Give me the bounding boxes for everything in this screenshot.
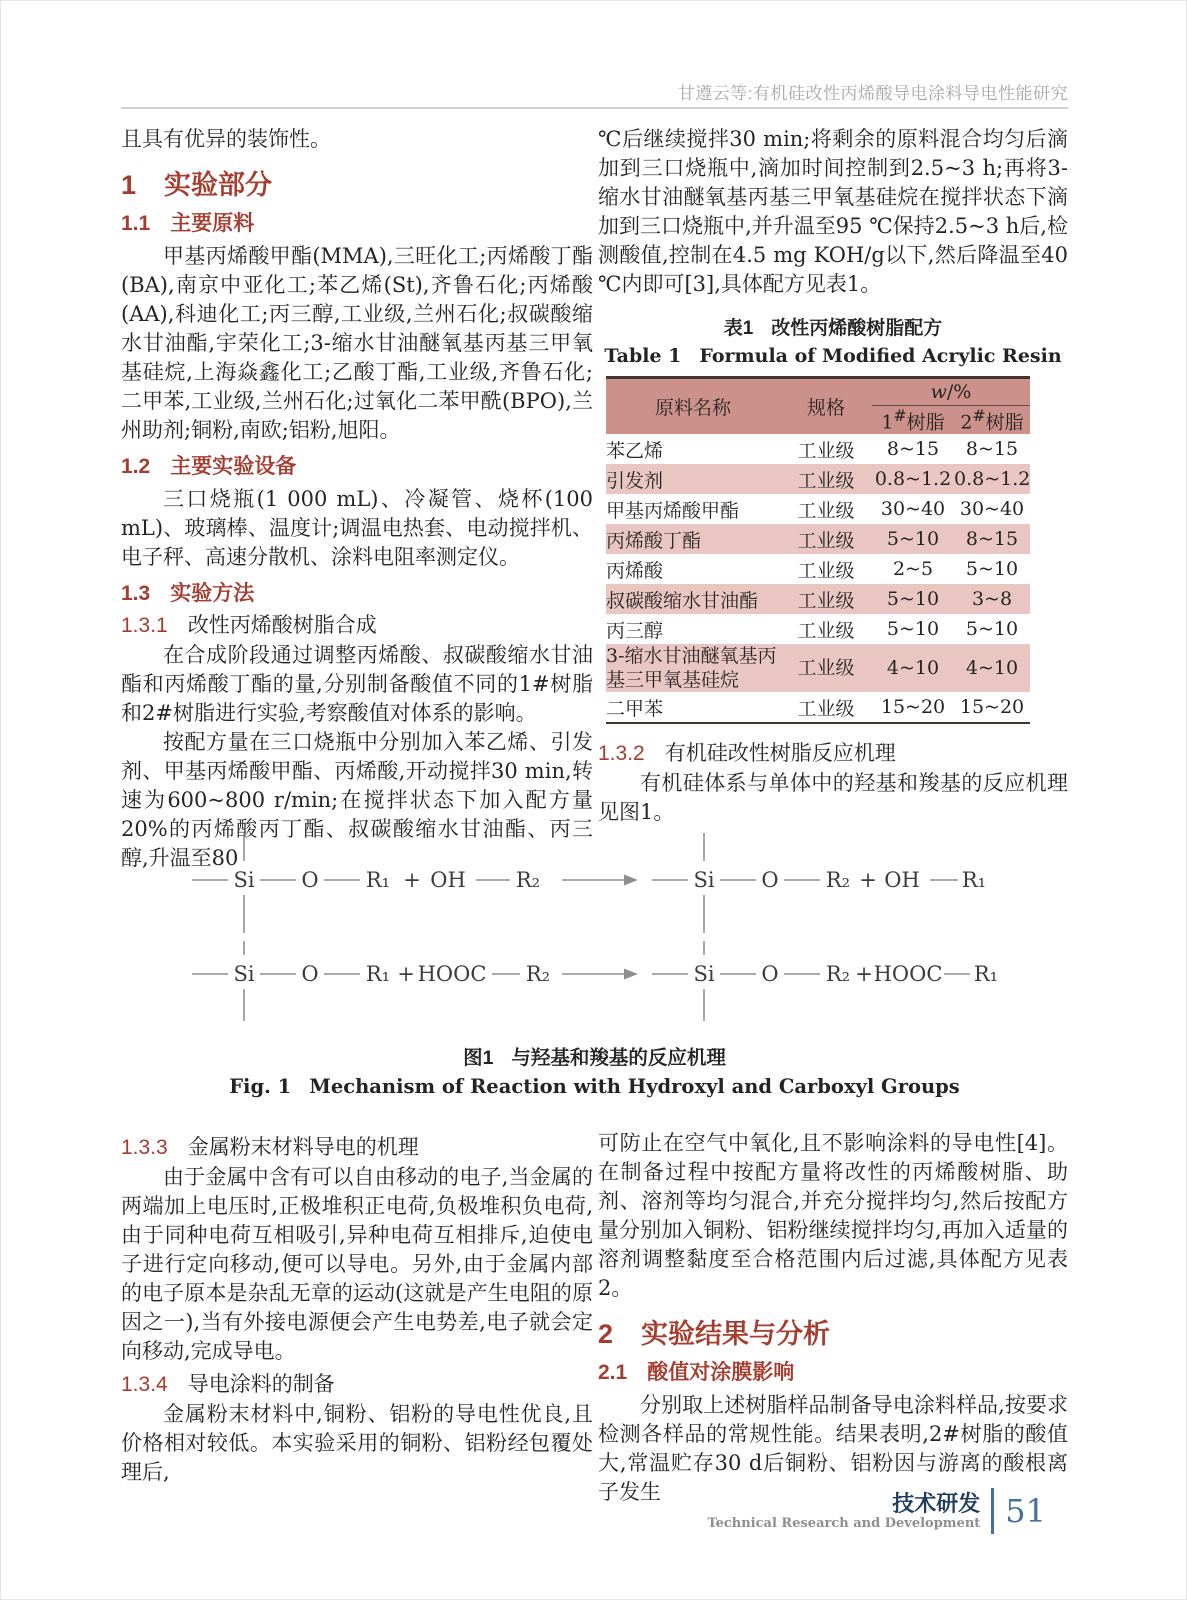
- table-1-caption-en: Table 1 Formula of Modified Acrylic Resin: [604, 345, 1062, 367]
- footer-section-cn: 技术研发: [892, 1490, 981, 1516]
- col-header-w: w/%: [872, 378, 1030, 406]
- left-column-bottom: [121, 1129, 593, 1487]
- paragraph-mechanism-intro: 有机硅体系与单体中的羟基和羧基的反应机理见图1。: [598, 771, 1068, 825]
- svg-text:+: +: [858, 868, 877, 892]
- right-column-top: [598, 125, 1068, 827]
- svg-text:Si: Si: [692, 868, 715, 892]
- section-1-2-heading: 1.2 主要实验设备: [121, 455, 297, 478]
- svg-text:+: +: [854, 962, 873, 986]
- arrow-head-icon: [624, 969, 638, 980]
- section-1-heading: 1 实验部分: [121, 170, 273, 200]
- paragraph-coating-prep: 金属粉末材料中,铜粉、铝粉的导电性优良,且价格相对较低。本实验采用的铜粉、铝粉经包覆处理后,: [121, 1402, 593, 1484]
- svg-text:R₂: R₂: [825, 962, 850, 986]
- table-row: 3-缩水甘油醚氧基丙基三甲氧基硅烷 工业级 4~10 4~10: [606, 644, 1030, 692]
- table-row: 引发剂 工业级 0.8~1.2 0.8~1.2: [606, 464, 1030, 494]
- svg-text:R₁: R₁: [365, 868, 390, 892]
- svg-text:R₁: R₁: [973, 962, 998, 986]
- svg-text:O: O: [300, 962, 319, 986]
- svg-text:O: O: [760, 868, 779, 892]
- section-1-3-3-heading: 1.3.3 金属粉末材料导电的机理: [121, 1135, 419, 1159]
- footer-section-en: Technical Research and Development: [707, 1515, 981, 1531]
- paragraph-right-top: ℃后继续搅拌30 min;将剩余的原料混合均匀后滴加到三口烧瓶中,滴加时间控制到2.5~3 h;再将3-缩水甘油醚氧基丙基三甲氧基硅烷在搅拌状态下滴加到三口烧瓶中,并升温至95 ℃保持2.5~3 h后,检测酸值,控制在4.5 mg KOH/g以下,然后降温至40 ℃内即可[3],具体配方见表1。: [598, 127, 1068, 296]
- figure-1-caption-cn: 图1 与羟基和羧基的反应机理: [463, 1047, 726, 1069]
- table-row: 二甲苯 工业级 15~20 15~20: [606, 696, 1025, 720]
- table-1: [606, 376, 1030, 724]
- arrow-head-icon: [624, 875, 638, 886]
- section-1-1-heading: 1.1 主要原料: [121, 212, 255, 235]
- svg-text:Si: Si: [692, 962, 715, 986]
- paragraph-intro: 且具有优异的装饰性。: [121, 127, 331, 151]
- table-header-row: [606, 378, 1030, 406]
- figure-1: [1, 829, 1187, 1098]
- page-number: 51: [1005, 1492, 1046, 1530]
- svg-text:+: +: [396, 962, 415, 986]
- col-header-resin2: 2#树脂: [954, 406, 1030, 435]
- section-1-3-1-heading: 1.3.1 改性丙烯酸树脂合成: [121, 613, 377, 637]
- footer-section-label: [707, 1491, 980, 1532]
- col-header-material: 原料名称: [606, 378, 780, 435]
- section-1-3-4-heading: 1.3.4 导电涂料的制备: [121, 1372, 335, 1396]
- page-footer: [707, 1488, 1046, 1534]
- svg-text:O: O: [300, 868, 319, 892]
- svg-text:OH: OH: [883, 868, 920, 892]
- table-row: 丙烯酸丁酯 工业级 5~10 8~15: [606, 524, 1030, 554]
- table-row: 甲基丙烯酸甲酯 工业级 30~40 30~40: [606, 498, 1025, 522]
- paragraph-materials: 甲基丙烯酸甲酯(MMA),三旺化工;丙烯酸丁酯(BA),南京中亚化工;苯乙烯(St),齐鲁石化;丙烯酸(AA),科迪化工;丙三醇,工业级,兰州石化;叔碳酸缩水甘油酯,宇荣化工;3-缩水甘油醚氧基丙基三甲氧基硅烷,上海焱鑫化工;乙酸丁酯,工业级,齐鲁石化;二甲苯,工业级,兰州石化;过氧化二苯甲酰(BPO),兰州助剂;铜粉,南欧;铝粉,旭阳。: [121, 244, 593, 442]
- paragraph-synthesis-2: 按配方量在三口烧瓶中分别加入苯乙烯、引发剂、甲基丙烯酸甲酯、丙烯酸,开动搅拌30 min,转速为600~800 r/min;在搅拌状态下加入配方量20%的丙烯酸丙丁酯、叔碳酸缩水甘油酯、丙三醇,升温至80: [121, 730, 593, 870]
- svg-text:HOOC: HOOC: [417, 962, 486, 986]
- svg-text:HOOC: HOOC: [873, 962, 942, 986]
- svg-text:R₂: R₂: [825, 868, 850, 892]
- svg-text:R₁: R₁: [961, 868, 986, 892]
- table-row: 丙三醇 工业级 5~10 5~10: [606, 618, 1019, 642]
- table-row: 丙烯酸 工业级 2~5 5~10: [606, 558, 1019, 582]
- col-header-spec: 规格: [780, 378, 872, 435]
- svg-text:R₂: R₂: [525, 962, 550, 986]
- col-header-resin1: 1#树脂: [872, 406, 954, 435]
- svg-text:R₁: R₁: [365, 962, 390, 986]
- reaction-scheme-image: [190, 829, 1000, 1024]
- table-row: 叔碳酸缩水甘油酯 工业级 5~10 3~8: [606, 584, 1030, 614]
- footer-divider-bar: [991, 1488, 994, 1534]
- section-2-1-heading: 2.1 酸值对涂膜影响: [598, 1361, 795, 1384]
- section-2-heading: 2 实验结果与分析: [598, 1319, 831, 1349]
- svg-text:+: +: [402, 868, 421, 892]
- svg-text:OH: OH: [429, 868, 466, 892]
- table-row: 苯乙烯 工业级 8~15 8~15: [606, 438, 1019, 462]
- running-head: 甘遵云等:有机硅改性丙烯酸导电涂料导电性能研究: [677, 84, 1068, 103]
- figure-1-caption-en: Fig. 1 Mechanism of Reaction with Hydroxyl and Carboxyl Groups: [229, 1075, 960, 1098]
- paragraph-synthesis-1: 在合成阶段通过调整丙烯酸、叔碳酸缩水甘油酯和丙烯酸丁酯的量,分别制备酸值不同的1#树脂和2#树脂进行实验,考察酸值对体系的影响。: [121, 643, 593, 725]
- paragraph-right-bottom: 可防止在空气中氧化,且不影响涂料的导电性[4]。在制备过程中按配方量将改性的丙烯酸树脂、助剂、溶剂等均匀混合,并充分搅拌均匀,然后按配方量分别加入铜粉、铝粉继续搅拌均匀,再加入适量的溶剂调整黏度至合格范围内后过滤,具体配方见表2。: [598, 1131, 1068, 1300]
- right-column-bottom: [598, 1129, 1068, 1507]
- left-column-top: [121, 125, 593, 873]
- paragraph-metal-mechanism: 由于金属中含有可以自由移动的电子,当金属的两端加上电压时,正极堆积正电荷,负极堆积负电荷,由于同种电荷互相吸引,异种电荷互相排斥,迫使电子进行定向移动,便可以导电。另外,由于金属内部的电子原本是杂乱无章的运动(这就是产生电阻的原因之一),当有外接电源便会产生电势差,电子就会定向移动,完成导电。: [121, 1165, 593, 1363]
- header-rule: [121, 107, 1068, 109]
- table-1-caption-cn: 表1 改性丙烯酸树脂配方: [723, 318, 943, 339]
- svg-text:R₂: R₂: [515, 868, 540, 892]
- paragraph-equipment: 三口烧瓶(1 000 mL)、冷凝管、烧杯(100 mL)、玻璃棒、温度计;调温电热套、电动搅拌机、电子秤、高速分散机、涂料电阻率测定仪。: [121, 487, 593, 569]
- paragraph-acid-effect: 分别取上述树脂样品制备导电涂料样品,按要求检测各样品的常规性能。结果表明,2#树脂的酸值大,常温贮存30 d后铜粉、铝粉因与游离的酸根离子发生: [598, 1393, 1068, 1504]
- section-1-3-2-heading: 1.3.2 有机硅改性树脂反应机理: [598, 741, 896, 766]
- section-1-3-heading: 1.3 实验方法: [121, 582, 255, 605]
- svg-text:Si: Si: [232, 962, 255, 986]
- svg-text:Si: Si: [232, 868, 255, 892]
- svg-text:O: O: [760, 962, 779, 986]
